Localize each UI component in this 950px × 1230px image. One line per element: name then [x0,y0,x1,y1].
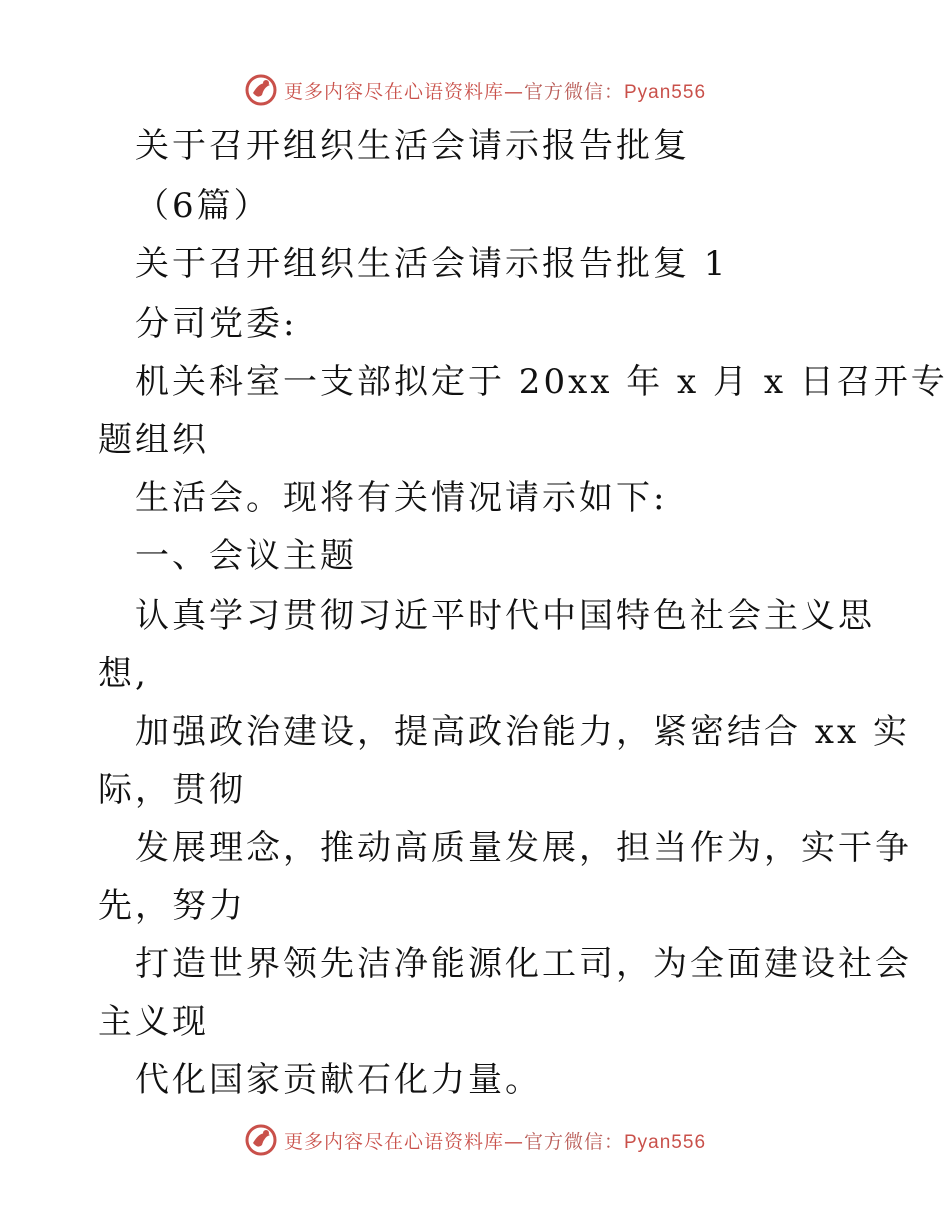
paragraph-line: 机关科室一支部拟定于 20xx 年 x 月 x 日召开专 [135,362,948,402]
header-banner [0,70,950,110]
footer-banner-label: 官方微信： [523,1130,624,1153]
footer-banner-text [284,1127,706,1154]
paragraph-line: 打造世界领先洁净能源化工司，为全面建设社会 [135,944,912,984]
paragraph-line: 先，努力 [98,886,246,926]
paragraph-line: 发展理念，推动高质量发展，担当作为，实干争 [135,828,912,868]
paragraph-line: 加强政治建设，提高政治能力，紧密结合 xx 实 [135,712,910,752]
paragraph-line: 题组织 [98,420,209,460]
header-banner-text [284,77,706,104]
paragraph-line: 际，贯彻 [98,770,246,810]
paragraph-line: 代化国家贡献石化力量。 [135,1060,542,1100]
paragraph-line: 想, [98,654,149,694]
header-banner-wechat: Pyan556 [624,81,707,103]
red-swirl-logo-icon [244,73,278,107]
footer-banner [0,1120,950,1160]
footer-banner-wechat: Pyan556 [624,1131,707,1153]
paragraph-line: 认真学习贯彻习近平时代中国特色社会主义思 [135,596,875,636]
document-title: 关于召开组织生活会请示报告批复 [135,126,690,166]
header-banner-slogan: 更多内容尽在心语资料库 [283,80,504,103]
paragraph-line: 生活会。现将有关情况请示如下: [135,478,668,518]
salutation: 分司党委: [135,304,298,344]
section-title: 关于召开组织生活会请示报告批复 1 [135,244,729,284]
red-swirl-logo-icon [244,1123,278,1157]
paragraph-line: 主义现 [98,1002,209,1042]
footer-banner-slogan: 更多内容尽在心语资料库 [283,1130,504,1153]
header-banner-label: 官方微信： [523,80,624,103]
section-heading: 一、会议主题 [135,536,357,576]
footer-banner-dash: — [503,1130,524,1153]
document-subtitle: （6篇） [135,186,271,226]
header-banner-dash: — [503,80,524,103]
